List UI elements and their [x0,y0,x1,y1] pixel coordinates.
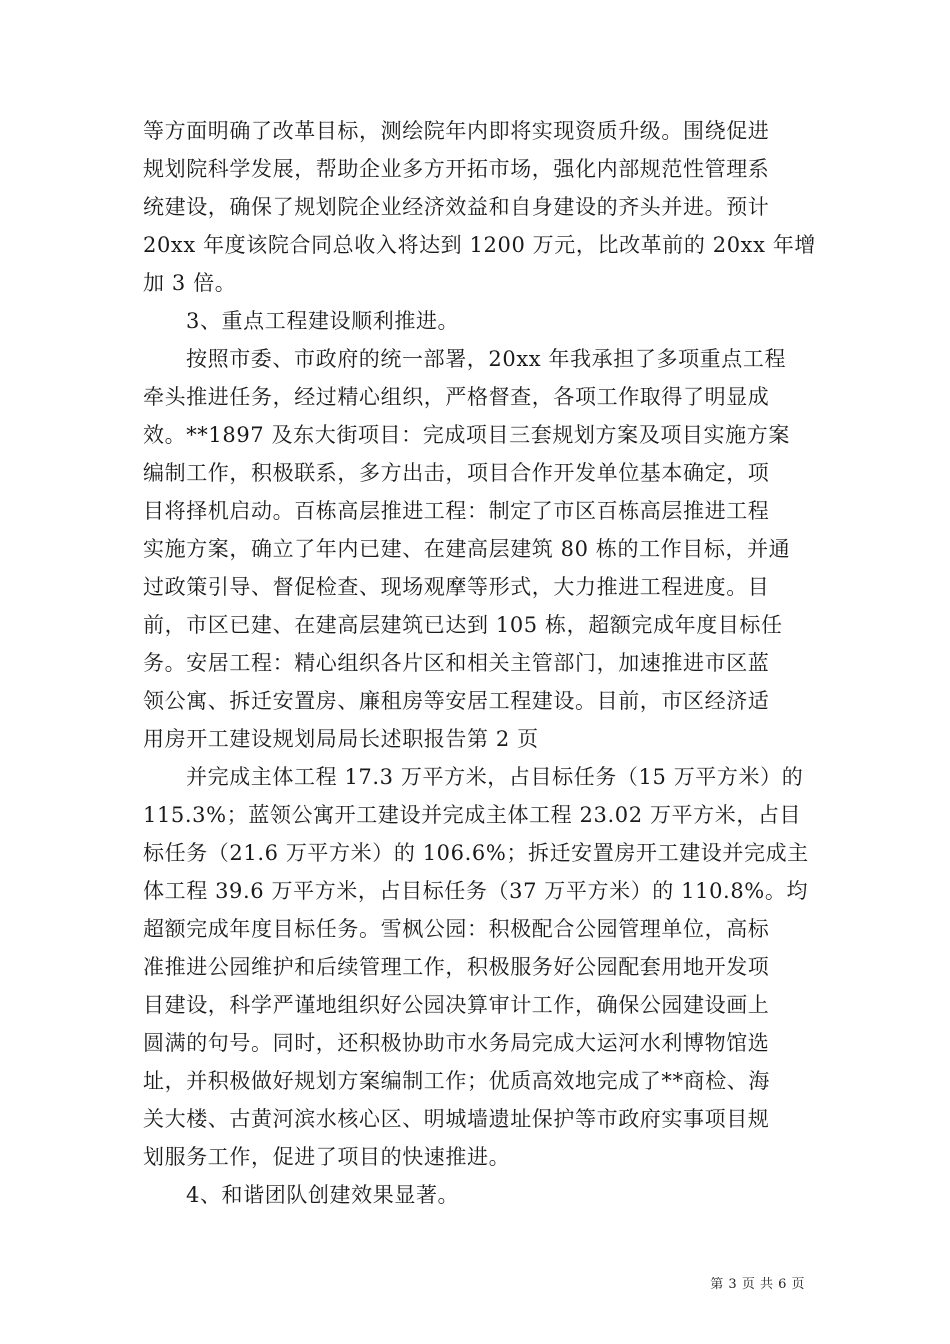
text-line: 关大楼、古黄河滨水核心区、明城墙遗址保护等市政府实事项目规 [143,1107,770,1131]
paragraph [143,340,811,758]
text-line: 规划院科学发展，帮助企业多方开拓市场，强化内部规范性管理系 [143,157,770,181]
document-body [143,112,817,1214]
text-line: 效。**1897 及东大街项目：完成项目三套规划方案及项目实施方案 [143,423,790,447]
text-line: 加 3 倍。 [143,271,237,295]
text-line: 标任务（21.6 万平方米）的 106.6%；拆迁安置房开工建设并完成主 [143,841,809,865]
text-line: 体工程 39.6 万平方米，占目标任务（37 万平方米）的 110.8%。均 [143,879,809,903]
text-line: 准推进公园维护和后续管理工作，积极服务好公园配套用地开发项 [143,955,770,979]
text-line: 牵头推进任务，经过精心组织，严格督查，各项工作取得了明显成 [143,385,770,409]
text-line: 用房开工建设规划局局长述职报告第 2 页 [143,727,539,751]
text-line: 编制工作，积极联系，多方出击，项目合作开发单位基本确定，项 [143,461,770,485]
paragraph [143,1176,811,1214]
text-line: 等方面明确了改革目标，测绘院年内即将实现资质升级。围绕促进 [143,119,770,143]
text-line: 超额完成年度目标任务。雪枫公园：积极配合公园管理单位，高标 [143,917,770,941]
text-line: 115.3%；蓝领公寓开工建设并完成主体工程 23.02 万平方米，占目 [143,803,802,827]
text-line: 务。安居工程：精心组织各片区和相关主管部门，加速推进市区蓝 [143,651,770,675]
text-line: 按照市委、市政府的统一部署，20xx 年我承担了多项重点工程 [186,347,787,371]
text-line: 目将择机启动。百栋高层推进工程：制定了市区百栋高层推进工程 [143,499,770,523]
page-number-footer: 第 3 页 共 6 页 [710,1277,805,1292]
text-line: 目建设，科学严谨地组织好公园决算审计工作，确保公园建设画上 [143,993,770,1017]
text-line: 划服务工作，促进了项目的快速推进。 [143,1145,511,1169]
text-line: 20xx 年度该院合同总收入将达到 1200 万元，比改革前的 20xx 年增 [143,233,817,257]
text-line: 址，并积极做好规划方案编制工作；优质高效地完成了**商检、海 [143,1069,770,1093]
paragraph [143,302,811,340]
text-line: 并完成主体工程 17.3 万平方米，占目标任务（15 万平方米）的 [186,765,804,789]
text-line: 前，市区已建、在建高层建筑已达到 105 栋，超额完成年度目标任 [143,613,783,637]
text-line: 圆满的句号。同时，还积极协助市水务局完成大运河水利博物馆选 [143,1031,770,1055]
text-line: 领公寓、拆迁安置房、廉租房等安居工程建设。目前，市区经济适 [143,689,770,713]
text-line: 统建设，确保了规划院企业经济效益和自身建设的齐头并进。预计 [143,195,770,219]
text-line: 实施方案，确立了年内已建、在建高层建筑 80 栋的工作目标，并通 [143,537,791,561]
text-line: 过政策引导、督促检查、现场观摩等形式，大力推进工程进度。目 [143,575,770,599]
text-line: 4、和谐团队创建效果显著。 [186,1183,460,1207]
paragraph [143,112,817,302]
paragraph [143,758,811,1176]
text-line: 3、重点工程建设顺利推进。 [186,309,460,333]
